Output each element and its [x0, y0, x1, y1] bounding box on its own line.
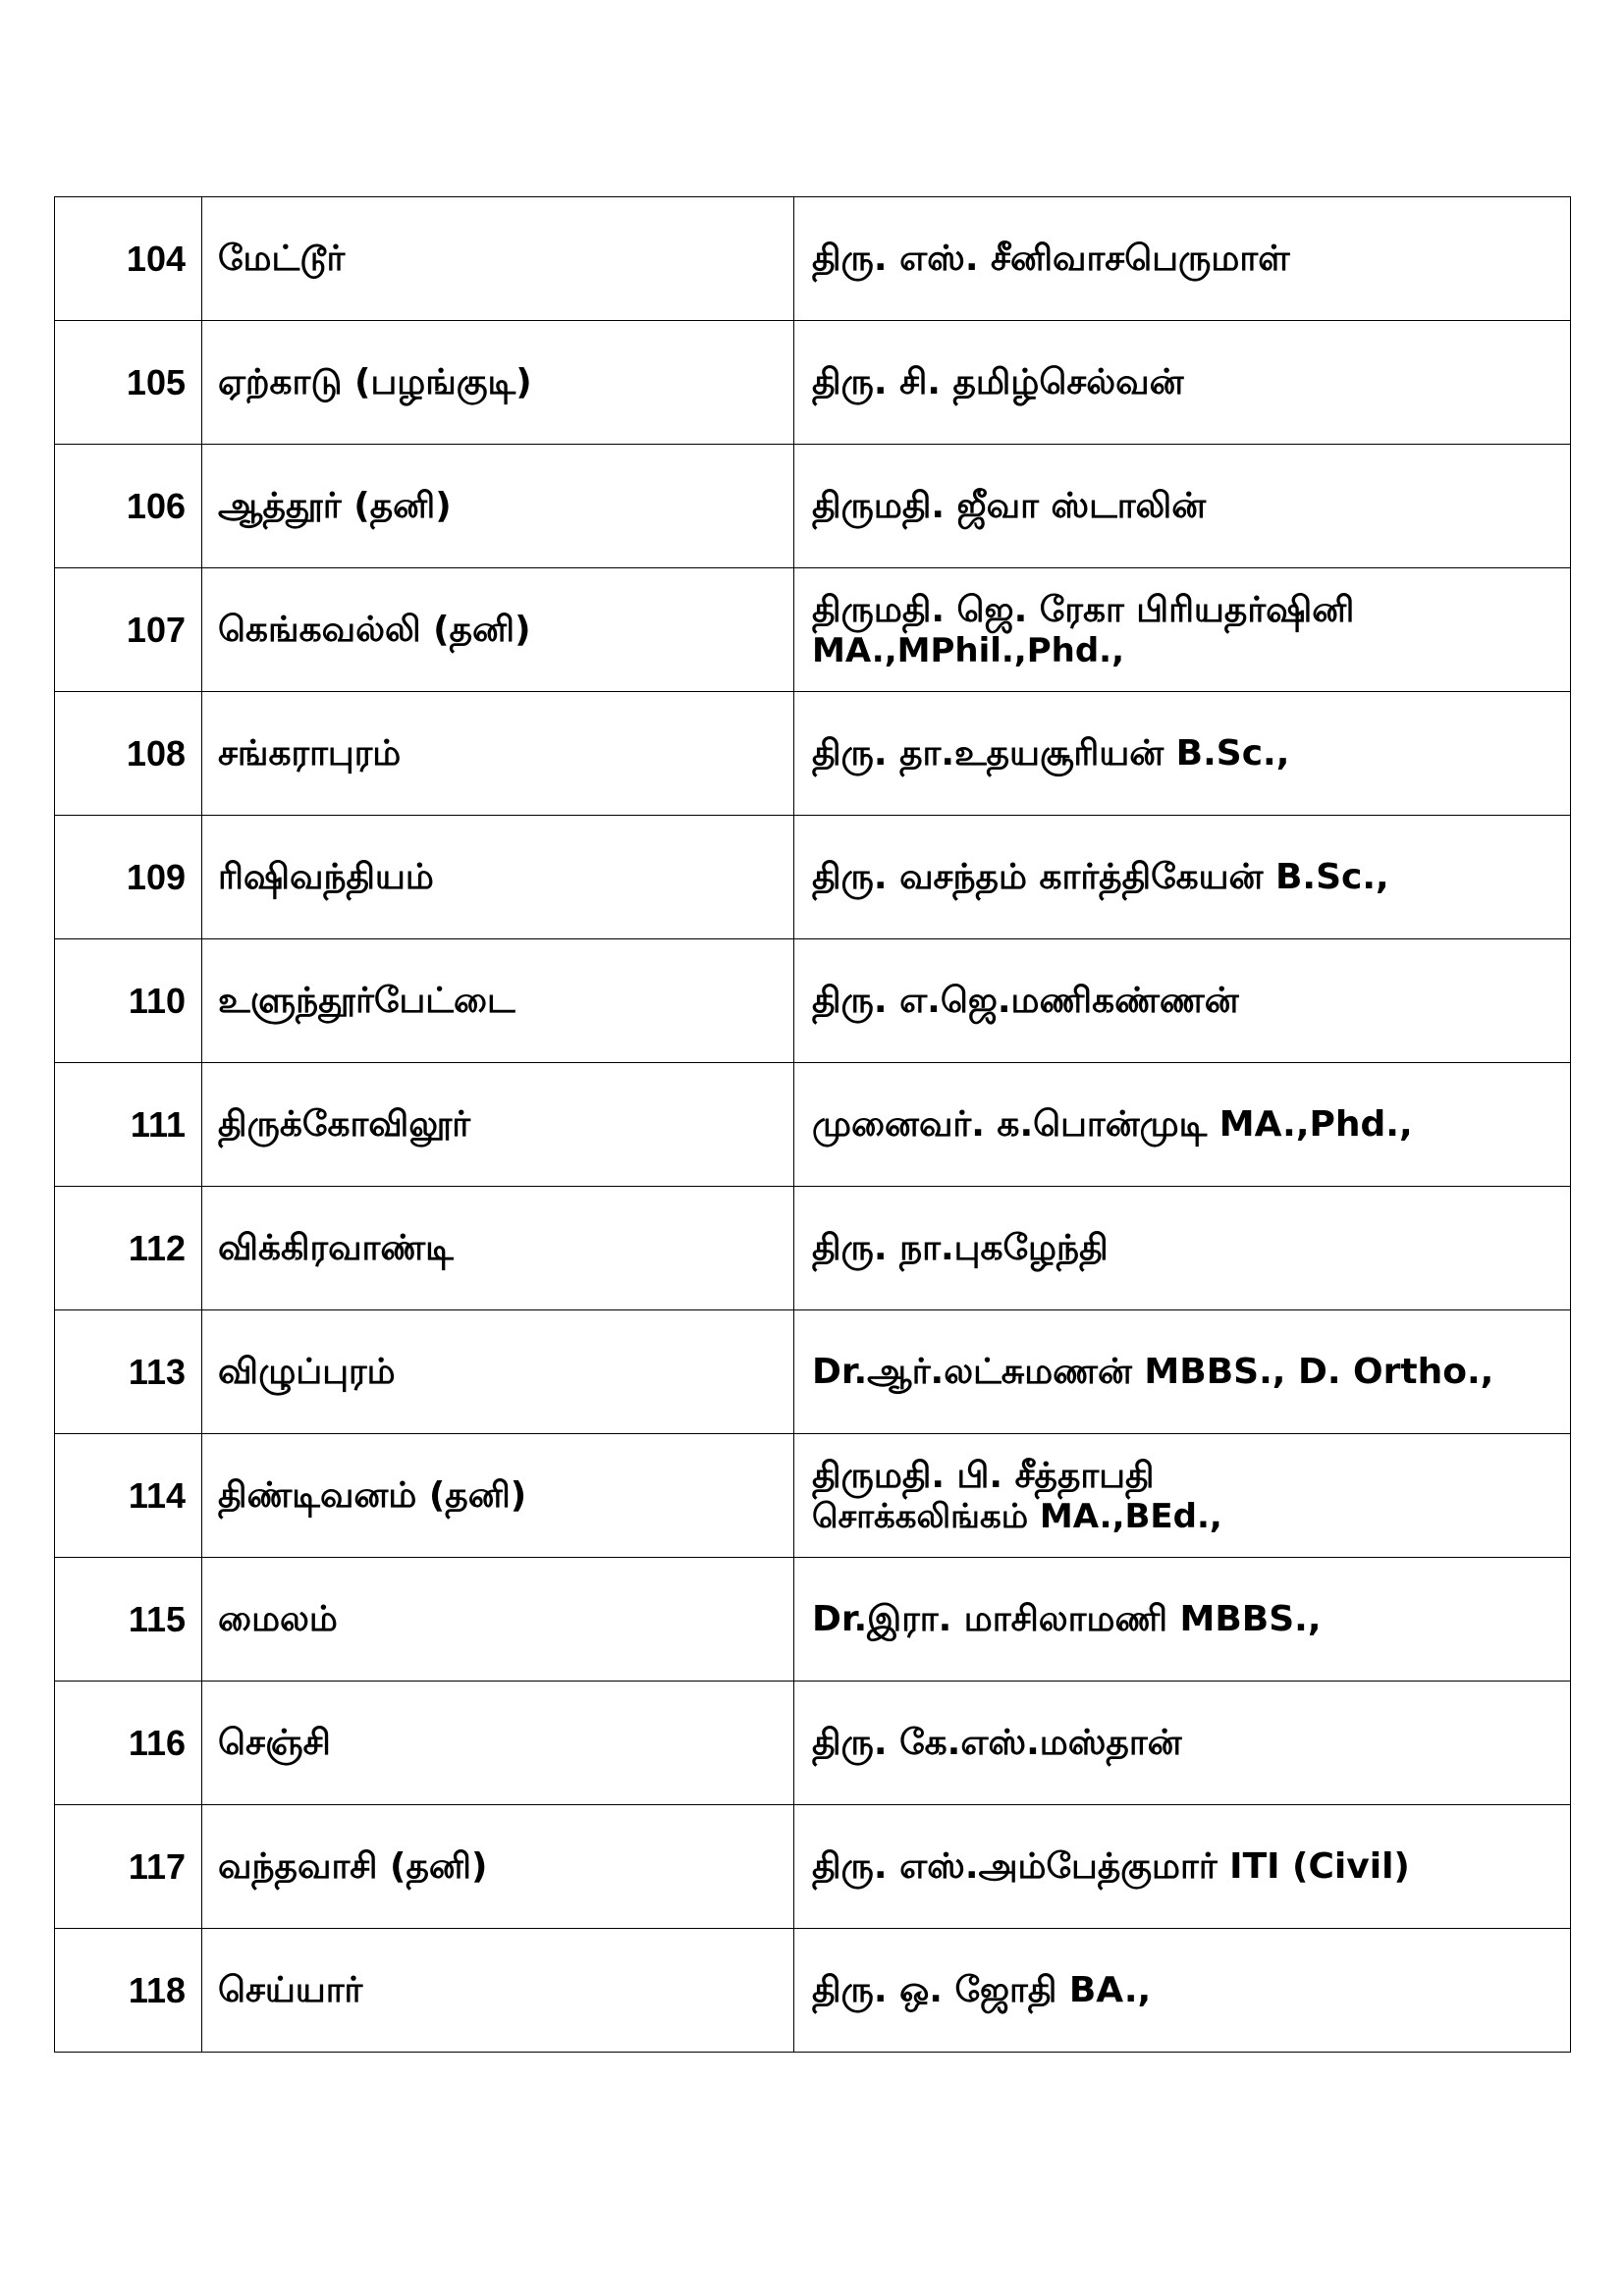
candidate-name — [794, 568, 1571, 692]
table-row — [55, 1682, 1571, 1805]
candidate-qualification-line: சொக்கலிங்கம் MA.,BEd., — [812, 1496, 1222, 1536]
constituency-name: திண்டிவனம் (தனி) — [202, 1434, 794, 1558]
candidate-name-line: Dr.இரா. மாசிலாமணி MBBS., — [812, 1598, 1322, 1639]
constituency-number: 107 — [55, 568, 202, 692]
constituency-name: ஏற்காடு (பழங்குடி) — [202, 321, 794, 445]
table-row — [55, 816, 1571, 939]
candidate-name — [794, 197, 1571, 321]
constituency-number: 109 — [55, 816, 202, 939]
constituency-name: உளுந்தூர்பேட்டை — [202, 939, 794, 1063]
candidate-name-line: முனைவர். க.பொன்முடி MA.,Phd., — [812, 1103, 1413, 1145]
candidate-name — [794, 1063, 1571, 1187]
candidate-name-line: திருமதி. ஜீவா ஸ்டாலின் — [812, 485, 1207, 526]
constituency-name: கெங்கவல்லி (தனி) — [202, 568, 794, 692]
candidate-name — [794, 1929, 1571, 2053]
candidate-name-line: Dr.ஆர்.லட்சுமணன் MBBS., D. Ortho., — [812, 1351, 1494, 1392]
constituency-number: 118 — [55, 1929, 202, 2053]
table-row — [55, 939, 1571, 1063]
table-row — [55, 1558, 1571, 1682]
table-row — [55, 197, 1571, 321]
candidate-name — [794, 1682, 1571, 1805]
table-row — [55, 1434, 1571, 1558]
table-row — [55, 445, 1571, 568]
constituency-number: 105 — [55, 321, 202, 445]
constituency-number: 117 — [55, 1805, 202, 1929]
candidate-name-line: திரு. வசந்தம் கார்த்திகேயன் B.Sc., — [812, 856, 1389, 897]
constituency-number: 116 — [55, 1682, 202, 1805]
candidate-name — [794, 816, 1571, 939]
candidate-name-line: திரு. கே.எஸ்.மஸ்தான் — [812, 1722, 1182, 1763]
constituency-number: 108 — [55, 692, 202, 816]
candidate-qualification-line: MA.,MPhil.,Phd., — [812, 630, 1125, 670]
table-row — [55, 1929, 1571, 2053]
constituency-name: செய்யார் — [202, 1929, 794, 2053]
constituency-name: ரிஷிவந்தியம் — [202, 816, 794, 939]
table-row — [55, 321, 1571, 445]
candidate-name-line: திருமதி. பி. சீத்தாபதி — [812, 1455, 1155, 1496]
constituency-name: விக்கிரவாண்டி — [202, 1187, 794, 1310]
candidate-table — [54, 196, 1571, 2053]
constituency-number: 104 — [55, 197, 202, 321]
candidate-name — [794, 1187, 1571, 1310]
candidate-name-line: திரு. தா.உதயசூரியன் B.Sc., — [812, 732, 1290, 774]
candidate-name — [794, 1805, 1571, 1929]
constituency-number: 113 — [55, 1310, 202, 1434]
candidate-name-line: திரு. எஸ்.அம்பேத்குமார் ITI (Civil) — [812, 1845, 1410, 1887]
table-row — [55, 692, 1571, 816]
candidate-name — [794, 692, 1571, 816]
candidate-name-line: திரு. சி. தமிழ்செல்வன் — [812, 361, 1184, 402]
constituency-name: மைலம் — [202, 1558, 794, 1682]
candidate-name-line: திரு. எ.ஜெ.மணிகண்ணன் — [812, 980, 1239, 1021]
constituency-name: மேட்டூர் — [202, 197, 794, 321]
candidate-name-line: திரு. நா.புகழேந்தி — [812, 1227, 1109, 1268]
table-row — [55, 568, 1571, 692]
constituency-number: 112 — [55, 1187, 202, 1310]
table-row — [55, 1187, 1571, 1310]
constituency-number: 114 — [55, 1434, 202, 1558]
table-row — [55, 1310, 1571, 1434]
constituency-number: 110 — [55, 939, 202, 1063]
constituency-name: சங்கராபுரம் — [202, 692, 794, 816]
constituency-name: ஆத்தூர் (தனி) — [202, 445, 794, 568]
constituency-number: 111 — [55, 1063, 202, 1187]
candidate-name-line: திருமதி. ஜெ. ரேகா பிரியதர்ஷினி — [812, 589, 1355, 630]
table-row — [55, 1063, 1571, 1187]
candidate-name — [794, 445, 1571, 568]
table-body — [55, 197, 1571, 2053]
candidate-name — [794, 1558, 1571, 1682]
candidate-name-line: திரு. எஸ். சீனிவாசபெருமாள் — [812, 238, 1290, 279]
constituency-number: 115 — [55, 1558, 202, 1682]
table-row — [55, 1805, 1571, 1929]
candidate-name — [794, 321, 1571, 445]
candidate-name-line: திரு. ஒ. ஜோதி BA., — [812, 1969, 1152, 2010]
constituency-name: வந்தவாசி (தனி) — [202, 1805, 794, 1929]
constituency-number: 106 — [55, 445, 202, 568]
candidate-name — [794, 1434, 1571, 1558]
candidate-name — [794, 939, 1571, 1063]
candidate-name — [794, 1310, 1571, 1434]
constituency-name: செஞ்சி — [202, 1682, 794, 1805]
constituency-name: விழுப்புரம் — [202, 1310, 794, 1434]
constituency-name: திருக்கோவிலூர் — [202, 1063, 794, 1187]
